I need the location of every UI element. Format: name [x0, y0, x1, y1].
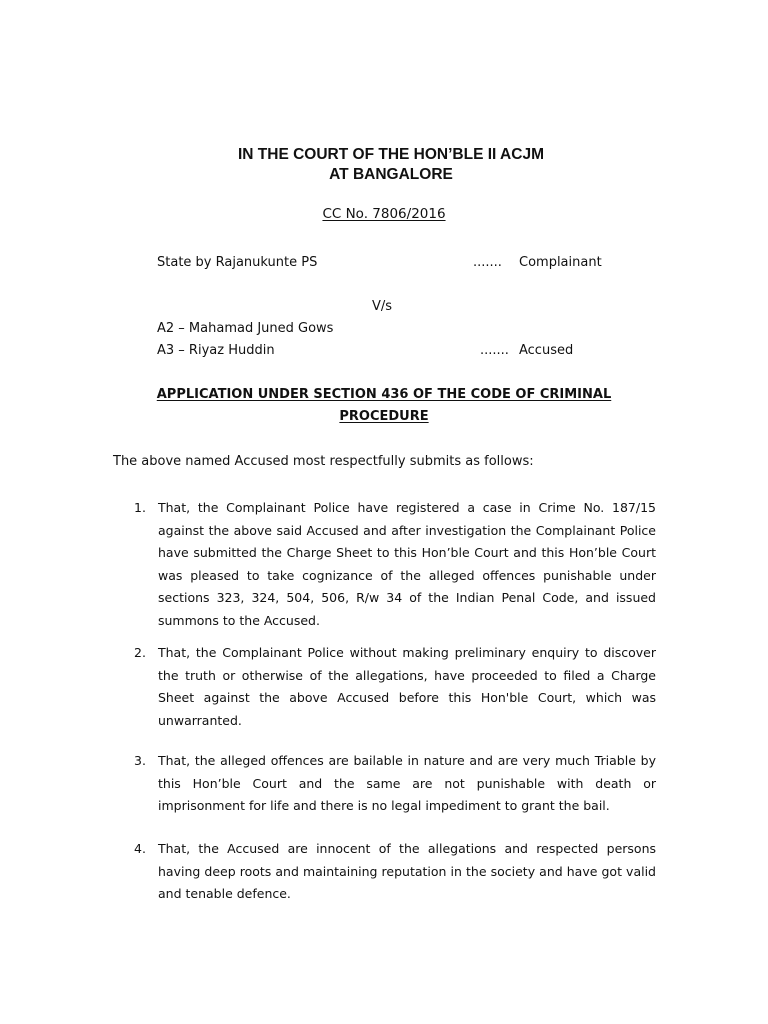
versus-label: V/s — [372, 299, 393, 314]
court-title-line-2: AT BANGALORE — [329, 166, 453, 183]
paragraph-number: 3. — [134, 753, 146, 768]
paragraph-text: That, the Complainant Police have registered a case in Crime No. 187/15 against the above said Accused and after investigation the Complainant Police have submitted the Charge Sheet to this Hon’ble Court and this Hon’ble Court was pleased to take cognizance of the alleged offences punishable under sections 323, 324, 504, 506, R/w 34 of the Indian Penal Code, and issued summons to the Accused. — [158, 500, 656, 628]
accused-dots: ....... — [480, 343, 509, 358]
paragraph-3 — [134, 750, 656, 818]
paragraph-1 — [134, 497, 656, 632]
accused-a2: A2 – Mahamad Juned Gows — [157, 321, 334, 336]
paragraph-number: 4. — [134, 841, 146, 856]
paragraph-text: That, the Complainant Police without making preliminary enquiry to discover the truth or otherwise of the allegations, have proceeded to filed a Charge Sheet against the above Accused before this Hon'ble Court, which was unwarranted. — [158, 645, 656, 728]
paragraph-text: That, the alleged offences are bailable in nature and are very much Triable by this Hon’ble Court and the same are not punishable with death or imprisonment for life and there is no legal impediment to grant the bail. — [158, 753, 656, 813]
case-number: CC No. 7806/2016 — [322, 206, 446, 222]
intro-text: The above named Accused most respectfully submits as follows: — [113, 454, 534, 469]
paragraph-2 — [134, 642, 656, 732]
accused-role: Accused — [519, 343, 574, 358]
application-title-line-2: PROCEDURE — [339, 409, 429, 424]
complainant-name: State by Rajanukunte PS — [157, 255, 318, 270]
application-title-line-1: APPLICATION UNDER SECTION 436 OF THE CODE OF CRIMINAL — [156, 387, 612, 402]
paragraph-number: 2. — [134, 645, 146, 660]
paragraph-number: 1. — [134, 500, 146, 515]
complainant-role: Complainant — [519, 255, 602, 270]
paragraph-4 — [134, 838, 656, 906]
paragraph-text: That, the Accused are innocent of the allegations and respected persons having deep roots and maintaining reputation in the society and have got valid and tenable defence. — [158, 841, 656, 901]
accused-a3: A3 – Riyaz Huddin — [157, 343, 275, 358]
complainant-dots: ....... — [473, 255, 502, 270]
court-title-line-1: IN THE COURT OF THE HON’BLE II ACJM — [238, 146, 544, 163]
